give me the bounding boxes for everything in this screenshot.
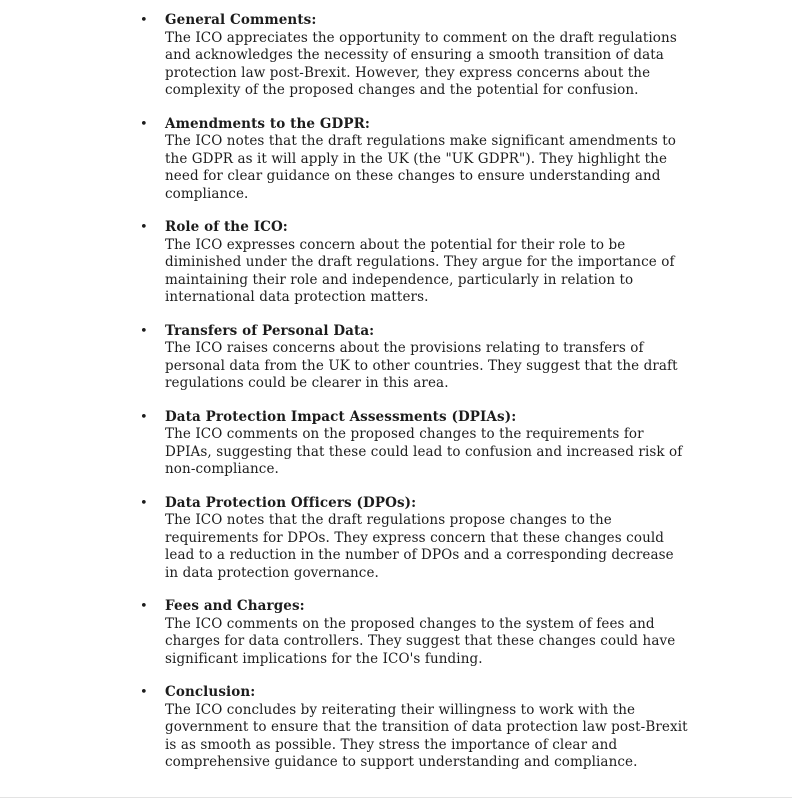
list-item-content [165, 495, 689, 583]
item-body: The ICO notes that the draft regulations propose changes to the requirements for DPOs. They express concern that these changes could lead to a reduction in the number of DPOs and a corresponding decrease in data protection governance. [165, 512, 674, 581]
item-heading: Fees and Charges: [165, 598, 305, 614]
list-item-content [165, 323, 689, 393]
item-body: The ICO notes that the draft regulations make significant amendments to the GDPR as it will apply in the UK (the "UK GDPR"). They highlight the need for clear guidance on these changes to ensure understanding and compliance. [165, 133, 677, 202]
item-heading: Conclusion: [165, 684, 256, 700]
list-item [140, 409, 792, 479]
list-item [140, 495, 792, 583]
list-item [140, 323, 792, 393]
item-heading: Data Protection Impact Assessments (DPIAs): [165, 408, 517, 425]
bullet-icon: • [140, 409, 148, 425]
list-item [140, 598, 792, 668]
item-body: The ICO appreciates the opportunity to comment on the draft regulations and acknowledges the necessity of ensuring a smooth transition of data protection law post-Brexit. However, they express concerns about the complexity of the proposed changes and the potential for confusion. [165, 29, 677, 98]
item-heading: Role of the ICO: [165, 219, 288, 235]
item-body: The ICO raises concerns about the provisions relating to transfers of personal data from the UK to other countries. They suggest that the draft regulations could be clearer in this area. [165, 340, 678, 391]
bullet-icon: • [140, 220, 148, 235]
item-heading: Amendments to the GDPR: [165, 115, 370, 132]
bullet-icon: • [140, 323, 148, 339]
item-heading: General Comments: [165, 12, 317, 28]
bullet-icon: • [140, 599, 148, 614]
list-item [140, 684, 792, 772]
list-item [140, 219, 792, 307]
item-heading: Data Protection Officers (DPOs): [165, 494, 417, 511]
list-item-content [165, 409, 689, 479]
bullet-list [140, 12, 792, 772]
item-body: The ICO expresses concern about the potential for their role to be diminished under the draft regulations. They argue for the importance of maintaining their role and independence, particularly in relation to international data protection matters. [165, 236, 675, 305]
list-item-content [165, 684, 689, 772]
list-item [140, 116, 792, 204]
item-body: The ICO comments on the proposed changes to the system of fees and charges for data controllers. They suggest that these changes could have significant implications for the ICO's funding. [165, 615, 676, 667]
item-body: The ICO concludes by reiterating their willingness to work with the government to ensure that the transition of data protection law post-Brexit is as smooth as possible. They stress the importance of clear and comprehensive guidance to support understanding and compliance. [165, 701, 688, 770]
item-body: The ICO comments on the proposed changes to the requirements for DPIAs, suggesting that these could lead to confusion and increased risk of non-compliance. [165, 426, 683, 477]
list-item [140, 12, 792, 100]
list-item-content [165, 116, 689, 204]
list-item-content [165, 219, 689, 307]
list-item-content [165, 598, 689, 668]
item-heading: Transfers of Personal Data: [165, 322, 375, 339]
bullet-icon: • [140, 13, 148, 28]
bullet-icon: • [140, 495, 148, 511]
bullet-icon: • [140, 116, 148, 132]
bullet-icon: • [140, 685, 148, 700]
list-item-content [165, 12, 689, 100]
